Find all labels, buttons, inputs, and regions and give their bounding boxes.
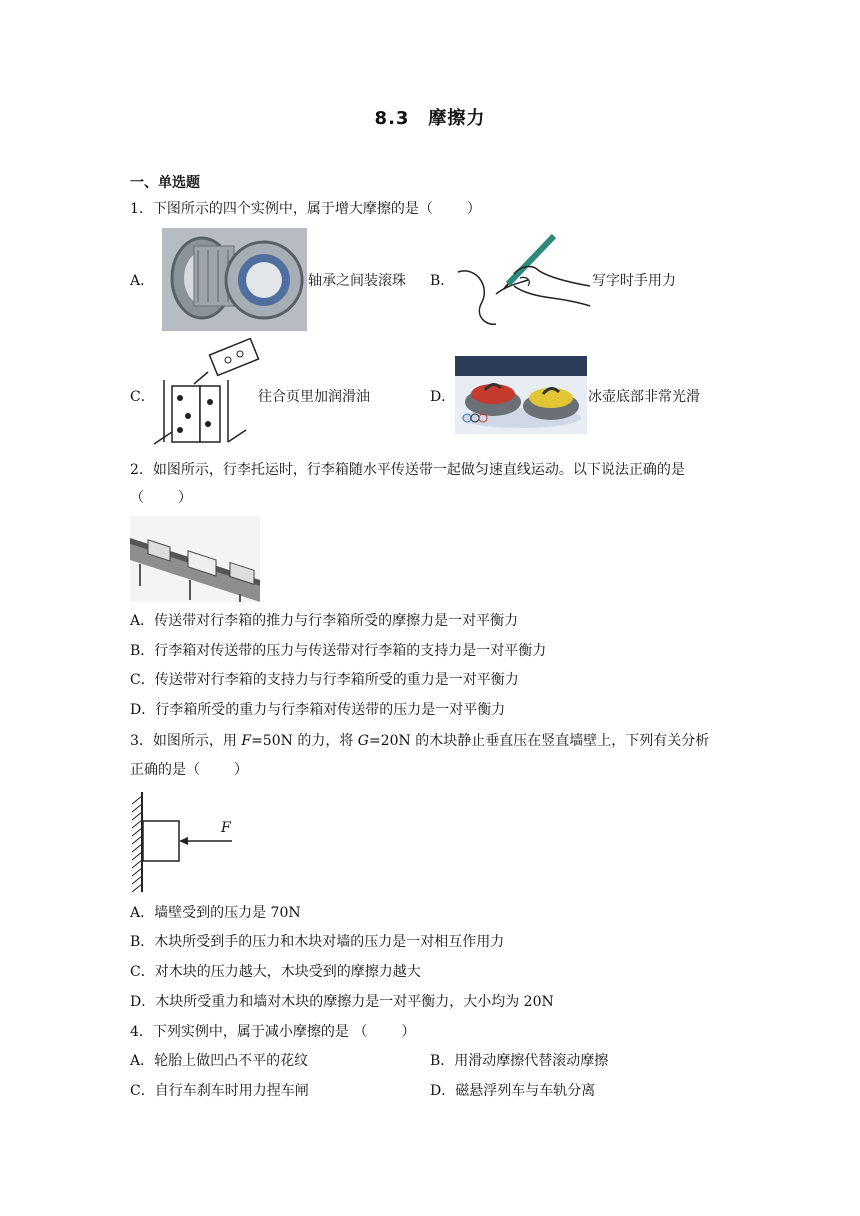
question-1-stem: [130, 199, 481, 219]
force-label: F: [221, 820, 231, 836]
q1-option-a-label: A．: [130, 273, 155, 289]
question-2-open: （: [130, 490, 144, 506]
q1-option-d-label: D．: [430, 389, 456, 405]
q4-option-c: C．自行车刹车时用力捏车闸: [130, 1083, 309, 1099]
q1-option-d-text: 冰壶底部非常光滑: [588, 389, 700, 405]
q3-option-b: B．木块所受到手的压力和木块对墙的压力是一对相互作用力: [130, 934, 505, 950]
conveyor-belt-image: [130, 516, 260, 602]
q3-option-a: A．墙壁受到的压力是 70N: [130, 905, 301, 921]
q2-option-c: C．传送带对行李箱的支持力与行李箱所受的重力是一对平衡力: [130, 672, 519, 688]
q1-option-b-text: 写字时手用力: [592, 273, 676, 289]
question-3-stem-line1: [130, 731, 709, 751]
q4-option-d: D．磁悬浮列车与车轨分离: [430, 1083, 596, 1099]
curling-stones-image: [455, 356, 587, 434]
q2-option-b: B．行李箱对传送带的压力与传送带对行李箱的支持力是一对平衡力: [130, 643, 547, 659]
q4-stem-close: ）: [401, 1024, 416, 1040]
question-3-stem-line2: [130, 760, 248, 780]
q3-force-value: =50N 的力，将: [251, 733, 358, 749]
hand-writing-image: [456, 226, 591, 330]
q4-option-b: B．用滑动摩擦代替滚动摩擦: [430, 1053, 609, 1069]
q1-option-c-label: C．: [130, 389, 155, 405]
question-4-stem: [130, 1022, 415, 1042]
q3-force-symbol: F: [241, 733, 252, 749]
question-2-close: ）: [178, 490, 192, 506]
question-2-stem-line1: 2．如图所示，行李托运时，行李箱随水平传送带一起做匀速直线运动。以下说法正确的是: [130, 462, 685, 478]
wall-block-diagram: [128, 792, 238, 892]
q3-weight-symbol: G: [357, 733, 369, 749]
question-1-close: ）: [466, 201, 481, 217]
q3-weight-value: =20N 的木块静止垂直压在竖直墙壁上，下列有关分析: [368, 733, 710, 749]
q3-option-c: C．对木块的压力越大，木块受到的摩擦力越大: [130, 964, 421, 980]
hinge-oil-image: [150, 336, 260, 450]
q4-option-a: A．轮胎上做凹凸不平的花纹: [130, 1053, 309, 1069]
q3-stem-close: ）: [234, 762, 248, 778]
question-1-text: 1．下图所示的四个实例中，属于增大摩擦的是（: [130, 201, 433, 217]
section-heading: 一、单选题: [130, 175, 200, 191]
q3-stem-prefix: 3．如图所示，用: [130, 733, 242, 749]
q3-stem-line2-text: 正确的是（: [130, 762, 200, 778]
question-2-stem-line2: [130, 488, 192, 508]
q1-option-b-label: B．: [430, 273, 455, 289]
page-title: 8.3 摩擦力: [374, 108, 486, 129]
q2-option-d: D．行李箱所受的重力与行李箱对传送带的压力是一对平衡力: [130, 702, 506, 718]
bearing-image: [162, 228, 307, 331]
q4-stem-text: 4．下列实例中，属于减小摩擦的是 （: [130, 1024, 368, 1040]
q1-option-a-text: 轴承之间装滚珠: [308, 273, 406, 289]
q2-option-a: A．传送带对行李箱的推力与行李箱所受的摩擦力是一对平衡力: [130, 613, 519, 629]
q1-option-c-text: 往合页里加润滑油: [258, 389, 370, 405]
q3-option-d: D．木块所受重力和墙对木块的摩擦力是一对平衡力，大小均为 20N: [130, 994, 554, 1010]
